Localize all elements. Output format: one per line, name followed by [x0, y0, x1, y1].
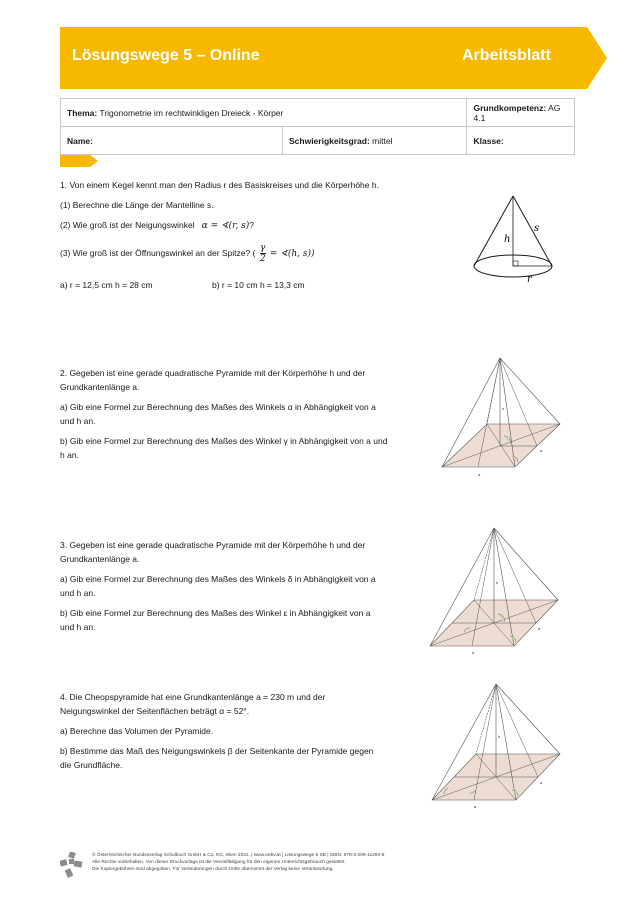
footer-line-1: © Österreichischer Bundesverlag Schulbuch GmbH & Co. KG, Wien 2022. | www.oebv.at | Lösungswege 5 SB | ISBN: 978-3-209-11493-8	[92, 853, 385, 858]
kompetenz-label: Grundkompetenz:	[473, 102, 547, 113]
task-3-qa-2: und h an.	[60, 588, 96, 598]
task-4-qb-2: die Grundfläche.	[60, 760, 123, 770]
header-banner	[60, 27, 607, 89]
footer-line-3: Die Kopiergebühren sind abgegolten. Für Veränderungen durch Dritte übernimmt der Verlag keine Verantwortung.	[92, 867, 334, 872]
klasse-cell[interactable]	[467, 127, 575, 155]
svg-text:h: h	[496, 580, 499, 585]
thema-label: Thema:	[67, 107, 98, 118]
task-1-q1: (1) Berechne die Länge der Mantelline s.	[60, 200, 214, 210]
task-2	[60, 366, 425, 468]
task-2-intro-1: 2. Gegeben ist eine gerade quadratische Pyramide mit der Körperhöhe h und der	[60, 368, 366, 378]
klasse-label: Klasse:	[473, 135, 504, 146]
worksheet-label: Arbeitsblatt	[462, 47, 551, 64]
svg-text:a: a	[538, 626, 541, 631]
section-arrow-icon	[60, 155, 98, 167]
cone-label-s: s	[534, 223, 540, 234]
svg-text:h: h	[498, 734, 501, 739]
task-1-values	[60, 278, 420, 292]
task-1-value-b: b) r = 10 cm h = 13,3 cm	[212, 280, 305, 290]
task-2-qb-1: b) Gib eine Formel zur Berechnung des Maßes des Winkel γ in Abhängigkeit von a und	[60, 436, 388, 446]
kompetenz-value: AG 4.1	[473, 102, 561, 123]
task-4-qb-1: b) Bestimme das Maß des Neigungswinkels β der Seitenkante der Pyramide gegen	[60, 746, 374, 756]
footer-line-2: Alle Rechte vorbehalten. Von dieser Druckvorlage ist die Vervielfältigung für den eigenen Unterrichtsgebrauch gestattet.	[92, 860, 346, 865]
task-2-qa-2: und h an.	[60, 416, 96, 426]
task-3-qb-1: b) Gib eine Formel zur Berechnung des Maßes des Winkel ε in Abhängigkeit von a	[60, 608, 371, 618]
task-1-intro: 1. Von einem Kegel kennt man den Radius r des Basiskreises und die Körperhöhe h.	[60, 180, 379, 190]
pyramid-figure-4	[426, 680, 566, 815]
task-1-q2: (2) Wie groß ist der Neigungswinkel α = ∢(r, s)?	[60, 220, 255, 231]
svg-text:a: a	[472, 650, 475, 655]
task-4-intro-2: Neigungswinkel der Seitenflächen beträgt α = 52°.	[60, 706, 250, 716]
svg-text:a: a	[478, 472, 481, 477]
task-4-qa: a) Berechne das Volumen der Pyramide.	[60, 726, 214, 736]
cone-figure	[462, 190, 572, 295]
task-1-q3: (3) Wie groß ist der Öffnungswinkel an der Spitze? ( $\frac{\gamma}{2}$ = ∢(h, s))	[60, 243, 315, 264]
info-table	[60, 98, 575, 155]
kompetenz-cell	[467, 99, 575, 127]
name-cell[interactable]	[61, 127, 283, 155]
svg-text:a: a	[474, 804, 477, 809]
schwierig-value: mittel	[372, 135, 393, 146]
task-3-intro-1: 3. Gegeben ist eine gerade quadratische Pyramide mit der Körperhöhe h und der	[60, 540, 366, 550]
page-title: Lösungswege 5 – Online	[72, 47, 260, 64]
task-1-q2-formula: α = ∢(r, s)	[201, 221, 250, 231]
publisher-logo-icon	[60, 852, 84, 878]
pyramid-figure-3	[424, 524, 564, 659]
task-3-qa-1: a) Gib eine Formel zur Berechnung des Maßes des Winkels δ in Abhängigkeit von a	[60, 574, 376, 584]
thema-value: Trigonometrie im rechtwinkligen Dreieck - Körper	[99, 107, 284, 118]
task-1	[60, 178, 420, 292]
task-4-intro-1: 4. Die Cheopspyramide hat eine Grundkantenlänge a = 230 m und der	[60, 692, 326, 702]
thema-cell	[61, 99, 467, 127]
task-4	[60, 690, 425, 778]
cone-label-h: h	[504, 234, 511, 245]
gamma-half-fraction: $\frac{\gamma}{2}$	[259, 243, 266, 264]
cone-label-r: r	[527, 274, 532, 285]
task-3-qb-2: und h an.	[60, 622, 96, 632]
task-2-qb-2: h an.	[60, 450, 79, 460]
task-3	[60, 538, 425, 640]
footer-copyright	[92, 852, 384, 873]
task-2-qa-1: a) Gib eine Formel zur Berechnung des Maßes des Winkels α in Abhängigkeit von a	[60, 402, 376, 412]
task-1-value-a: a) r = 12,5 cm h = 28 cm	[60, 280, 153, 290]
svg-text:a: a	[540, 780, 543, 785]
task-3-intro-2: Grundkantenlänge a.	[60, 554, 140, 564]
schwierig-cell	[283, 127, 467, 155]
name-label: Name:	[67, 135, 93, 146]
svg-text:a: a	[540, 448, 543, 453]
svg-text:h: h	[502, 406, 505, 411]
schwierig-label: Schwierigkeitsgrad:	[289, 135, 370, 146]
task-2-intro-2: Grundkantenlänge a.	[60, 382, 140, 392]
pyramid-figure-2	[432, 352, 572, 482]
